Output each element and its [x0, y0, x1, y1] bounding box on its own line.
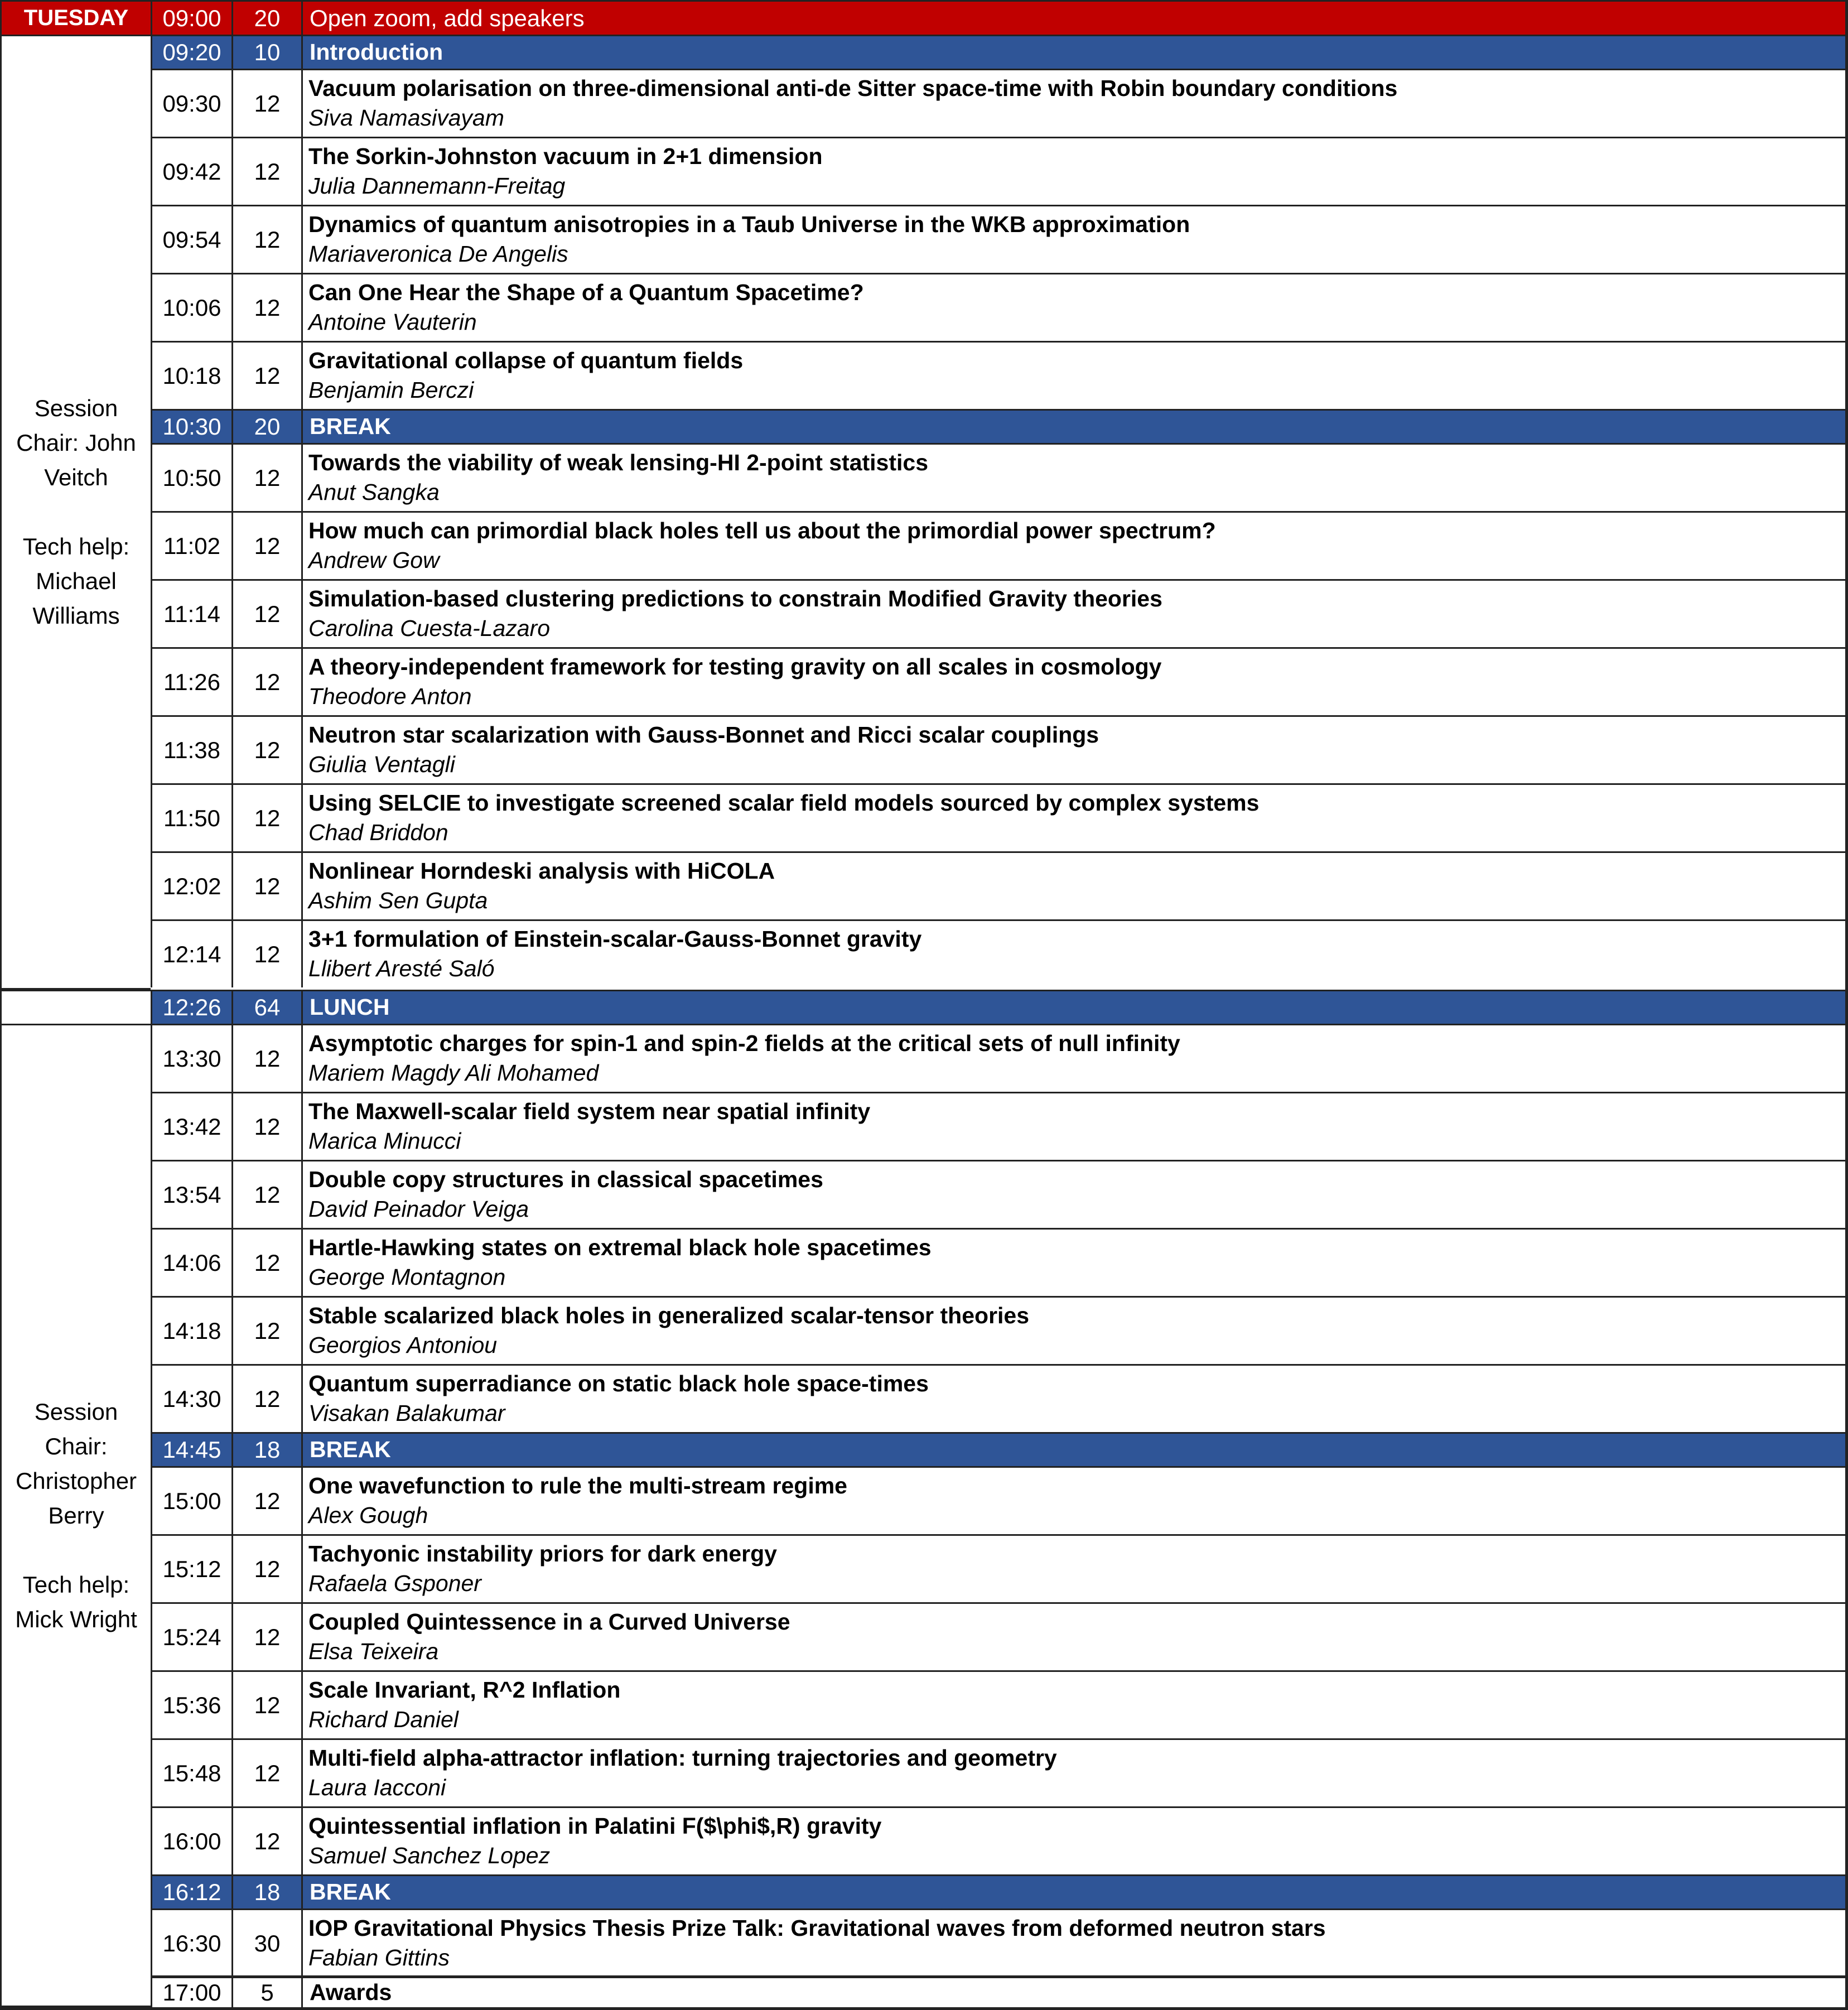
time-text: 14:45 — [162, 1437, 221, 1463]
talk-cell — [301, 137, 1845, 205]
talk-title: 3+1 formulation of Einstein-scalar-Gauss-Bonnet gravity — [308, 926, 922, 952]
duration-text: 18 — [254, 1437, 281, 1463]
duration-text: 12 — [254, 532, 281, 559]
talk-speaker: Fabian Gittins — [308, 1945, 450, 1971]
duration-cell — [231, 35, 301, 69]
time-text: 11:38 — [163, 736, 220, 763]
talk-title: Quintessential inflation in Palatini F($\phi$,R) gravity — [308, 1813, 882, 1839]
time-text: 10:06 — [162, 294, 221, 321]
duration-cell — [231, 341, 301, 409]
section-header — [301, 1432, 1845, 1466]
duration-cell — [231, 69, 301, 137]
talk-title: IOP Gravitational Physics Thesis Prize Talk: Gravitational waves from deformed neutron stars — [308, 1915, 1326, 1941]
talk-title: Double copy structures in classical spacetimes — [308, 1167, 823, 1192]
duration-cell — [231, 1432, 301, 1466]
time-cell — [151, 851, 231, 919]
talk-title: Gravitational collapse of quantum fields — [308, 348, 744, 373]
duration-text: 12 — [254, 1181, 281, 1208]
talk-speaker: George Montagnon — [308, 1264, 506, 1290]
time-cell — [151, 579, 231, 647]
talk-cell — [301, 1738, 1845, 1806]
talk-title: Can One Hear the Shape of a Quantum Spacetime? — [308, 279, 864, 305]
talk-speaker: Alex Gough — [308, 1502, 428, 1529]
duration-cell — [231, 1738, 301, 1806]
talk-cell — [301, 1364, 1845, 1432]
lunch-duration — [231, 990, 301, 1024]
time-text: 16:12 — [162, 1879, 221, 1905]
talk-speaker: Ashim Sen Gupta — [308, 888, 488, 914]
time-text: 14:06 — [162, 1249, 221, 1276]
duration-cell — [231, 1160, 301, 1228]
talk-speaker: Andrew Gow — [308, 547, 440, 573]
duration-cell — [231, 715, 301, 783]
duration-cell — [231, 1092, 301, 1160]
talk-cell — [301, 205, 1845, 273]
duration-text: 10 — [254, 39, 281, 65]
talk-title: The Sorkin-Johnston vacuum in 2+1 dimension — [308, 143, 823, 169]
lunch-title — [301, 990, 1845, 1024]
duration-cell — [231, 647, 301, 715]
time-cell — [151, 137, 231, 205]
closing-time — [151, 1975, 231, 2007]
day-label — [0, 0, 151, 35]
duration-cell — [231, 1670, 301, 1738]
talk-title: One wavefunction to rule the multi-stream regime — [308, 1473, 847, 1498]
duration-text: 12 — [254, 226, 281, 253]
talk-cell — [301, 1228, 1845, 1296]
day-label-text: TUESDAY — [23, 6, 129, 30]
time-text: 09:54 — [162, 226, 221, 253]
lunch-title-text: LUNCH — [310, 994, 390, 1020]
time-cell — [151, 1432, 231, 1466]
talk-cell — [301, 579, 1845, 647]
talk-title: How much can primordial black holes tell us about the primordial power spectrum? — [308, 518, 1216, 543]
talk-speaker: Georgios Antoniou — [308, 1332, 498, 1358]
time-text: 09:30 — [162, 90, 221, 117]
duration-cell — [231, 919, 301, 987]
section-header-title: BREAK — [310, 1437, 391, 1463]
time-text: 14:18 — [162, 1317, 221, 1344]
opening-title-text: Open zoom, add speakers — [310, 4, 585, 31]
opening-duration — [231, 0, 301, 35]
duration-text: 30 — [254, 1930, 281, 1956]
section-header — [301, 409, 1845, 443]
talk-title: Tachyonic instability priors for dark energy — [308, 1541, 777, 1566]
talk-title: Simulation-based clustering predictions to constrain Modified Gravity theories — [308, 586, 1162, 611]
time-cell — [151, 69, 231, 137]
time-cell — [151, 1092, 231, 1160]
duration-text: 12 — [254, 1691, 281, 1718]
afternoon-session-chair — [0, 1024, 151, 2007]
time-cell — [151, 1602, 231, 1670]
talk-speaker: Visakan Balakumar — [308, 1400, 505, 1426]
talk-speaker: Richard Daniel — [308, 1707, 459, 1733]
duration-cell — [231, 783, 301, 851]
time-cell — [151, 341, 231, 409]
time-text: 16:30 — [162, 1930, 221, 1956]
lunch-time-text: 12:26 — [162, 994, 221, 1020]
talk-cell — [301, 1024, 1845, 1092]
talk-title: Towards the viability of weak lensing-HI 2-point statistics — [308, 450, 929, 475]
duration-text: 12 — [254, 600, 281, 627]
talk-speaker: Mariem Magdy Ali Mohamed — [308, 1060, 599, 1086]
time-text: 11:14 — [163, 600, 220, 627]
time-text: 09:20 — [162, 39, 221, 65]
time-text: 13:30 — [162, 1045, 221, 1072]
duration-cell — [231, 1534, 301, 1602]
time-cell — [151, 715, 231, 783]
time-cell — [151, 1908, 231, 1977]
afternoon-session-chair-text: Session Chair: Christopher Berry Tech help: Mick Wright — [15, 1398, 137, 1632]
talk-speaker: Llibert Aresté Saló — [308, 956, 495, 982]
duration-cell — [231, 579, 301, 647]
talk-cell — [301, 69, 1845, 137]
duration-text: 12 — [254, 804, 281, 831]
time-cell — [151, 1364, 231, 1432]
duration-cell — [231, 1908, 301, 1977]
talk-cell — [301, 715, 1845, 783]
time-cell — [151, 1228, 231, 1296]
time-cell — [151, 409, 231, 443]
time-cell — [151, 35, 231, 69]
duration-cell — [231, 1806, 301, 1874]
opening-title — [301, 0, 1845, 35]
talk-cell — [301, 443, 1845, 511]
time-cell — [151, 205, 231, 273]
talk-title: A theory-independent framework for testing gravity on all scales in cosmology — [308, 654, 1162, 679]
talk-speaker: Antoine Vauterin — [308, 309, 477, 335]
closing-title — [301, 1975, 1845, 2007]
time-text: 15:12 — [162, 1555, 221, 1582]
talk-cell — [301, 647, 1845, 715]
duration-text: 12 — [254, 736, 281, 763]
section-header-title: BREAK — [310, 1879, 391, 1905]
duration-text: 12 — [254, 668, 281, 695]
talk-speaker: Julia Dannemann-Freitag — [308, 173, 566, 199]
duration-text: 12 — [254, 873, 281, 899]
talk-title: The Maxwell-scalar field system near spatial infinity — [308, 1098, 871, 1124]
time-text: 12:02 — [162, 873, 221, 899]
talk-cell — [301, 273, 1845, 341]
talk-speaker: Giulia Ventagli — [308, 751, 455, 778]
time-cell — [151, 443, 231, 511]
talk-speaker: Benjamin Berczi — [308, 377, 474, 403]
time-cell — [151, 1874, 231, 1908]
duration-text: 12 — [254, 1555, 281, 1582]
time-cell — [151, 783, 231, 851]
talk-title: Hartle-Hawking states on extremal black hole spacetimes — [308, 1235, 932, 1260]
talk-title: Asymptotic charges for spin-1 and spin-2 fields at the critical sets of null infinity — [308, 1030, 1180, 1056]
talk-cell — [301, 1908, 1845, 1977]
talk-cell — [301, 1160, 1845, 1228]
opening-time — [151, 0, 231, 35]
talk-title: Coupled Quintessence in a Curved Universe — [308, 1609, 790, 1635]
time-text: 14:30 — [162, 1385, 221, 1412]
time-cell — [151, 1806, 231, 1874]
time-text: 09:42 — [162, 158, 221, 185]
talk-speaker: Carolina Cuesta-Lazaro — [308, 615, 551, 642]
duration-text: 12 — [254, 1760, 281, 1786]
talk-speaker: David Peinador Veiga — [308, 1196, 529, 1222]
talk-speaker: Siva Namasivayam — [308, 105, 504, 131]
talk-title: Using SELCIE to investigate screened scalar field models sourced by complex systems — [308, 790, 1260, 816]
duration-text: 12 — [254, 1623, 281, 1650]
duration-text: 12 — [254, 1828, 281, 1854]
talk-cell — [301, 1296, 1845, 1364]
talk-cell — [301, 1092, 1845, 1160]
duration-cell — [231, 1602, 301, 1670]
lunch-duration-text: 64 — [254, 994, 281, 1020]
duration-text: 12 — [254, 362, 281, 389]
talk-cell — [301, 1670, 1845, 1738]
talk-cell — [301, 341, 1845, 409]
duration-text: 12 — [254, 294, 281, 321]
duration-cell — [231, 1228, 301, 1296]
time-text: 15:00 — [162, 1487, 221, 1514]
closing-title-text: Awards — [310, 1979, 392, 2006]
duration-cell — [231, 511, 301, 579]
time-text: 11:26 — [163, 668, 220, 695]
time-text: 10:50 — [162, 464, 221, 491]
talk-speaker: Rafaela Gsponer — [308, 1570, 481, 1597]
talk-speaker: Marica Minucci — [308, 1128, 461, 1154]
time-cell — [151, 647, 231, 715]
talk-cell — [301, 783, 1845, 851]
section-header — [301, 1874, 1845, 1908]
section-header-title: BREAK — [310, 413, 391, 440]
time-text: 12:14 — [162, 941, 221, 967]
duration-text: 12 — [254, 1045, 281, 1072]
section-header-title: Introduction — [310, 39, 443, 65]
duration-text: 12 — [254, 1113, 281, 1140]
closing-duration-text: 5 — [260, 1979, 274, 2006]
time-cell — [151, 1296, 231, 1364]
duration-text: 12 — [254, 1385, 281, 1412]
talk-speaker: Mariaveronica De Angelis — [308, 241, 568, 267]
talk-cell — [301, 919, 1845, 987]
talk-speaker: Elsa Teixeira — [308, 1638, 439, 1665]
table-right-border — [1845, 0, 1848, 2010]
time-cell — [151, 1466, 231, 1534]
duration-cell — [231, 1296, 301, 1364]
duration-cell — [231, 205, 301, 273]
morning-session-chair — [0, 35, 151, 990]
duration-cell — [231, 409, 301, 443]
talk-speaker: Anut Sangka — [308, 479, 440, 505]
time-text: 15:48 — [162, 1760, 221, 1786]
time-text: 11:50 — [163, 804, 220, 831]
duration-cell — [231, 1364, 301, 1432]
talk-cell — [301, 1806, 1845, 1874]
time-cell — [151, 273, 231, 341]
duration-text: 12 — [254, 90, 281, 117]
time-text: 16:00 — [162, 1828, 221, 1854]
talk-cell — [301, 1534, 1845, 1602]
time-cell — [151, 1670, 231, 1738]
talk-title: Neutron star scalarization with Gauss-Bonnet and Ricci scalar couplings — [308, 722, 1099, 748]
opening-time-text: 09:00 — [162, 4, 221, 31]
lunch-left-blank — [0, 990, 151, 1024]
table-bottom-border — [0, 2007, 1848, 2010]
duration-text: 12 — [254, 464, 281, 491]
talk-cell — [301, 1466, 1845, 1534]
duration-cell — [231, 137, 301, 205]
talk-speaker: Samuel Sanchez Lopez — [308, 1843, 551, 1869]
duration-cell — [231, 443, 301, 511]
duration-text: 12 — [254, 1249, 281, 1276]
talk-title: Scale Invariant, R^2 Inflation — [308, 1677, 621, 1703]
duration-cell — [231, 1466, 301, 1534]
talk-speaker: Theodore Anton — [308, 683, 472, 710]
time-text: 15:36 — [162, 1691, 221, 1718]
duration-text: 12 — [254, 941, 281, 967]
time-cell — [151, 511, 231, 579]
time-text: 11:02 — [163, 532, 220, 559]
talk-title: Multi-field alpha-attractor inflation: turning trajectories and geometry — [308, 1745, 1057, 1771]
time-cell — [151, 1024, 231, 1092]
morning-session-chair-text: Session Chair: John Veitch Tech help: Michael Williams — [16, 395, 136, 629]
talk-speaker: Chad Briddon — [308, 820, 448, 846]
duration-cell — [231, 1874, 301, 1908]
duration-text: 12 — [254, 158, 281, 185]
lunch-time — [151, 990, 231, 1024]
talk-cell — [301, 1602, 1845, 1670]
closing-duration — [231, 1975, 301, 2007]
talk-title: Stable scalarized black holes in generalized scalar-tensor theories — [308, 1303, 1030, 1328]
duration-text: 12 — [254, 1317, 281, 1344]
time-cell — [151, 1738, 231, 1806]
talk-cell — [301, 851, 1845, 919]
talk-cell — [301, 511, 1845, 579]
time-cell — [151, 919, 231, 987]
talk-title: Nonlinear Horndeski analysis with HiCOLA — [308, 858, 775, 884]
talk-title: Dynamics of quantum anisotropies in a Taub Universe in the WKB approximation — [308, 211, 1190, 237]
duration-cell — [231, 851, 301, 919]
time-cell — [151, 1534, 231, 1602]
time-text: 10:18 — [162, 362, 221, 389]
duration-text: 18 — [254, 1879, 281, 1905]
closing-time-text: 17:00 — [162, 1979, 221, 2006]
duration-cell — [231, 273, 301, 341]
time-cell — [151, 1160, 231, 1228]
opening-duration-text: 20 — [254, 4, 281, 31]
duration-cell — [231, 1024, 301, 1092]
talk-title: Vacuum polarisation on three-dimensional anti-de Sitter space-time with Robin boundary conditions — [308, 75, 1398, 101]
time-text: 13:42 — [162, 1113, 221, 1140]
duration-text: 20 — [254, 413, 281, 440]
talk-title: Quantum superradiance on static black hole space-times — [308, 1371, 929, 1396]
time-text: 13:54 — [162, 1181, 221, 1208]
talk-speaker: Laura Iacconi — [308, 1775, 446, 1801]
duration-text: 12 — [254, 1487, 281, 1514]
time-text: 10:30 — [162, 413, 221, 440]
time-text: 15:24 — [162, 1623, 221, 1650]
section-header — [301, 35, 1845, 69]
